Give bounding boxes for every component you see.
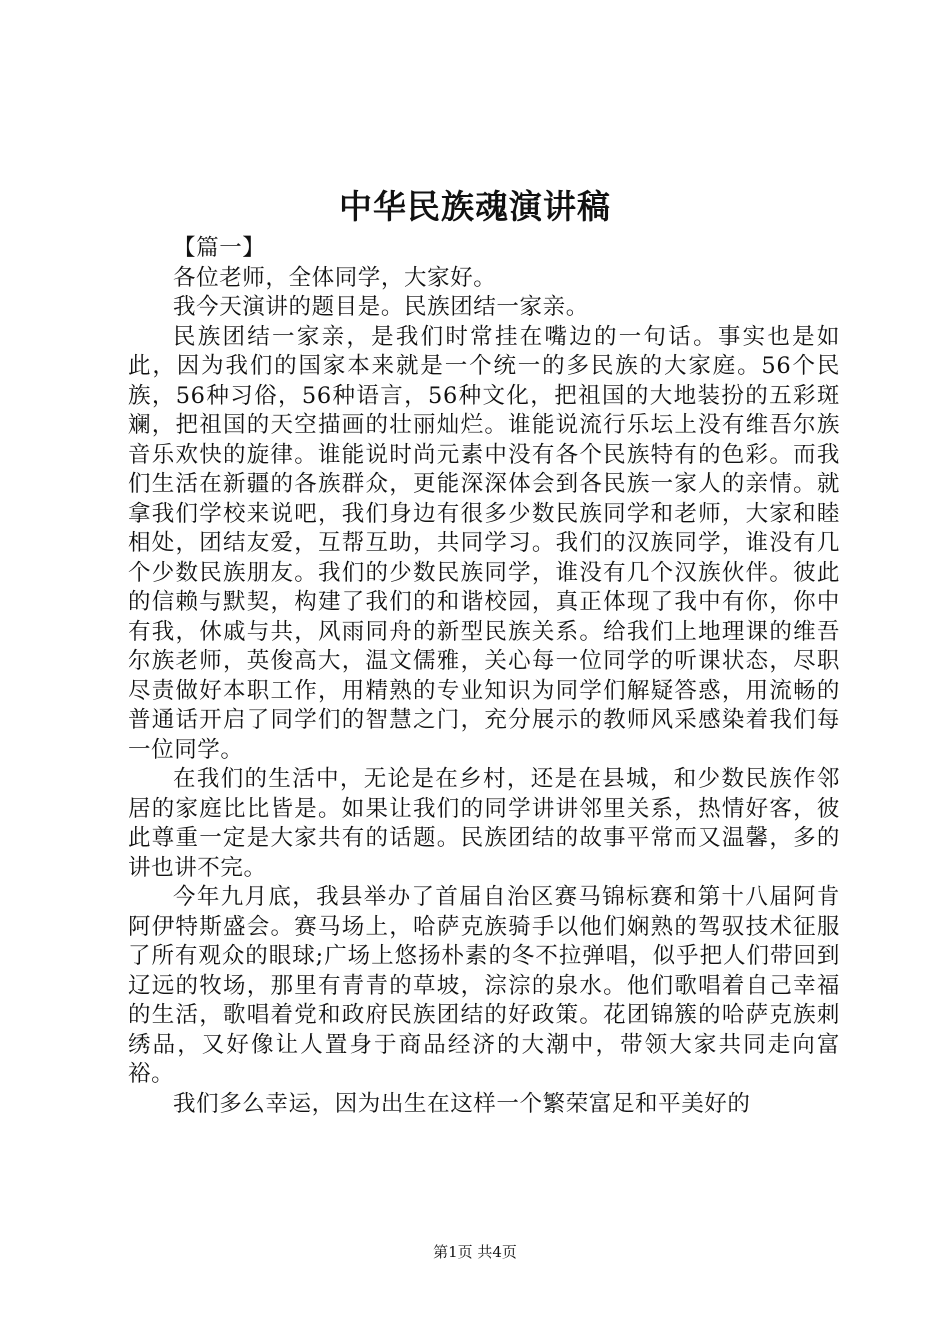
document-title: 中华民族魂演讲稿	[339, 187, 611, 226]
body-paragraph: 民族团结一家亲，是我们时常挂在嘴边的一句话。事实也是如此，因为我们的国家本来就是一个统一的多民族的大家庭。56个民族，56种习俗，56种语言，56种文化，把祖国的大地装扮的五彩斑斓，把祖国的天空描画的壮丽灿烂。谁能说流行乐坛上没有维吾尔族音乐欢快的旋律。谁能说时尚元素中没有各个民族特有的色彩。而我们生活在新疆的各族群众，更能深深体会到各民族一家人的亲情。就拿我们学校来说吧，我们身边有很多少数民族同学和老师，大家和睦相处，团结友爱，互帮互助，共同学习。我们的汉族同学，谁没有几个少数民族朋友。我们的少数民族同学，谁没有几个汉族伙伴。彼此的信赖与默契，构建了我们的和谐校园，真正体现了我中有你，你中有我，休戚与共，风雨同舟的新型民族关系。给我们上地理课的维吾尔族老师，英俊高大，温文儒雅，关心每一位同学的听课状态，尽职尽责做好本职工作，用精熟的专业知识为同学们解疑答惑，用流畅的普通话开启了同学们的智慧之门，充分展示的教师风采感染着我们每一位同学。	[128, 323, 840, 763]
topic-paragraph: 我今天演讲的题目是。民族团结一家亲。	[173, 294, 589, 320]
page-indicator: 第1页 共4页	[433, 1243, 517, 1261]
body-paragraph: 今年九月底，我县举办了首届自治区赛马锦标赛和第十八届阿肯阿伊特斯盛会。赛马场上，哈萨克族骑手以他们娴熟的驾驭技术征服了所有观众的眼球;广场上悠扬朴素的冬不拉弹唱，似乎把人们带回到辽远的牧场，那里有青青的草坡，淙淙的泉水。他们歌唱着自己幸福的生活，歌唱着党和政府民族团结的好政策。花团锦簇的哈萨克族刺绣品，又好像让人置身于商品经济的大潮中，带领大家共同走向富裕。	[128, 884, 840, 1087]
document-body	[128, 234, 840, 1119]
body-paragraph: 在我们的生活中，无论是在乡村，还是在县城，和少数民族作邻居的家庭比比皆是。如果让我们的同学讲讲邻里关系，热情好客，彼此尊重一定是大家共有的话题。民族团结的故事平常而又温馨，多的讲也讲不完。	[128, 766, 840, 881]
section-heading: 【篇一】	[173, 235, 266, 261]
greeting-paragraph: 各位老师，全体同学，大家好。	[173, 264, 497, 291]
body-paragraph: 我们多么幸运，因为出生在这样一个繁荣富足和平美好的	[173, 1090, 751, 1117]
